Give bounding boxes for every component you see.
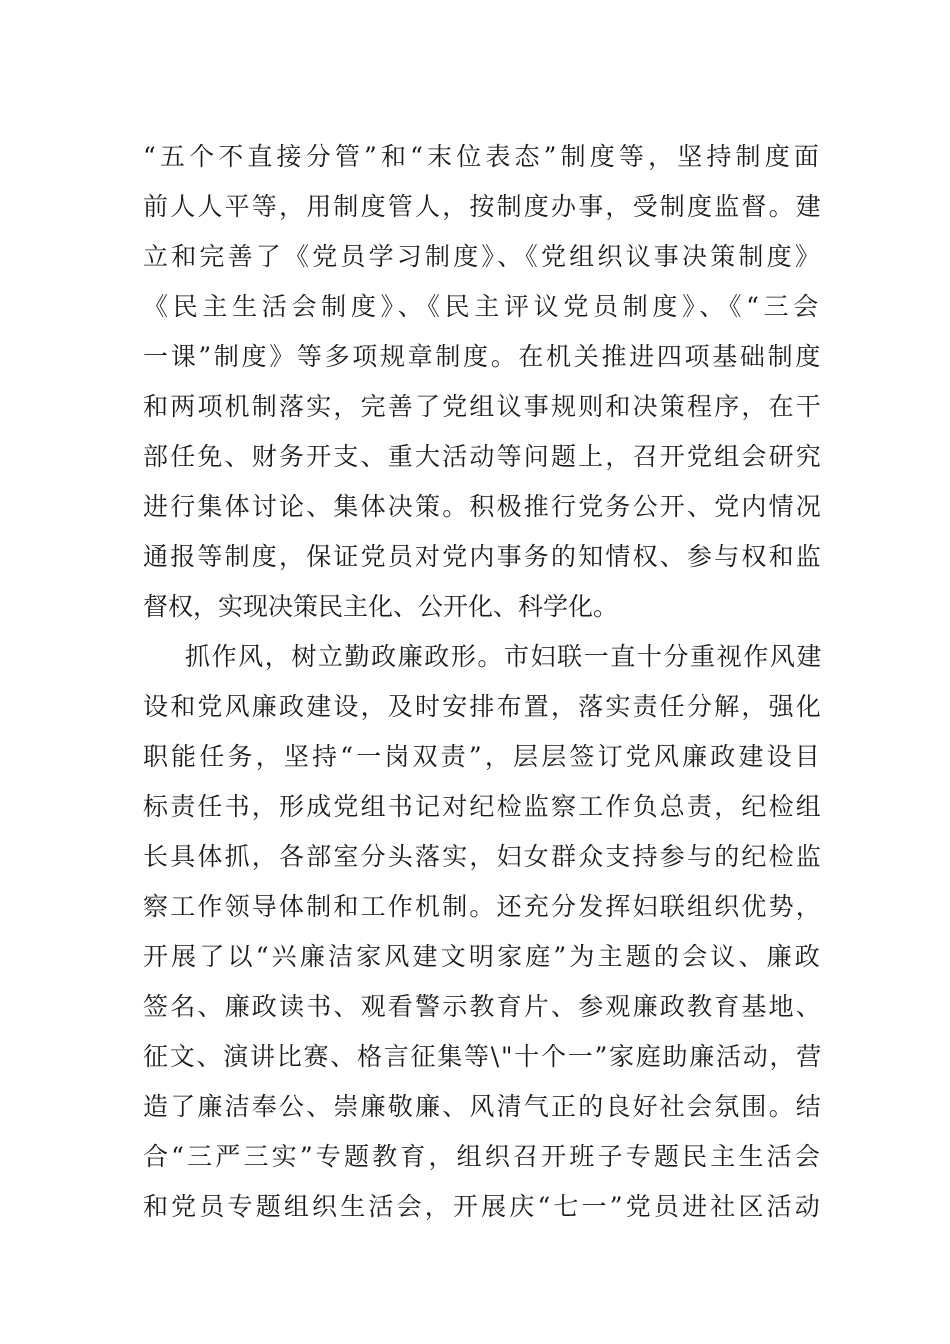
text-line: 《民主生活会制度》、《民主评议党员制度》、《“三会 — [143, 292, 823, 321]
text-line: 察工作领导体制和工作机制。还充分发挥妇联组织优势， — [143, 892, 823, 921]
body-text — [143, 132, 823, 1232]
text-line: 通报等制度，保证党员对党内事务的知情权、参与权和监 — [143, 542, 823, 571]
text-line: 标责任书，形成党组书记对纪检监察工作负总责，纪检组 — [143, 792, 823, 821]
text-line: 签名、廉政读书、观看警示教育片、参观廉政教育基地、 — [143, 992, 823, 1021]
text-line: 前人人平等，用制度管人，按制度办事，受制度监督。建 — [143, 192, 823, 221]
text-line: 一课”制度》等多项规章制度。在机关推进四项基础制度 — [143, 342, 823, 371]
text-line: 职能任务，坚持“一岗双责”，层层签订党风廉政建设目 — [143, 742, 823, 771]
text-line: 进行集体讨论、集体决策。积极推行党务公开、党内情况 — [143, 492, 823, 521]
text-line: 长具体抓，各部室分头落实，妇女群众支持参与的纪检监 — [143, 842, 823, 871]
text-line: “五个不直接分管”和“末位表态”制度等，坚持制度面 — [143, 142, 823, 171]
text-line: 和党员专题组织生活会，开展庆“七一”党员进社区活动 — [143, 1192, 823, 1221]
text-line: 立和完善了《党员学习制度》、《党组织议事决策制度》 — [143, 242, 823, 271]
text-line: 开展了以“兴廉洁家风建文明家庭”为主题的会议、廉政 — [143, 942, 823, 971]
text-line: 和两项机制落实，完善了党组议事规则和决策程序，在干 — [143, 392, 823, 421]
text-line: 造了廉洁奉公、崇廉敬廉、风清气正的良好社会氛围。结 — [143, 1092, 823, 1121]
text-line: 督权，实现决策民主化、公开化、科学化。 — [143, 592, 619, 621]
text-line: 部任免、财务开支、重大活动等问题上，召开党组会研究 — [143, 442, 823, 471]
text-line: 合“三严三实”专题教育，组织召开班子专题民主生活会 — [143, 1142, 823, 1171]
paragraph-start-line: 抓作风，树立勤政廉政形。市妇联一直十分重视作风建 — [185, 642, 823, 671]
text-line: 设和党风廉政建设，及时安排布置，落实责任分解，强化 — [143, 692, 823, 721]
text-line: 征文、演讲比赛、格言征集等\"十个一”家庭助廉活动，营 — [143, 1042, 823, 1071]
